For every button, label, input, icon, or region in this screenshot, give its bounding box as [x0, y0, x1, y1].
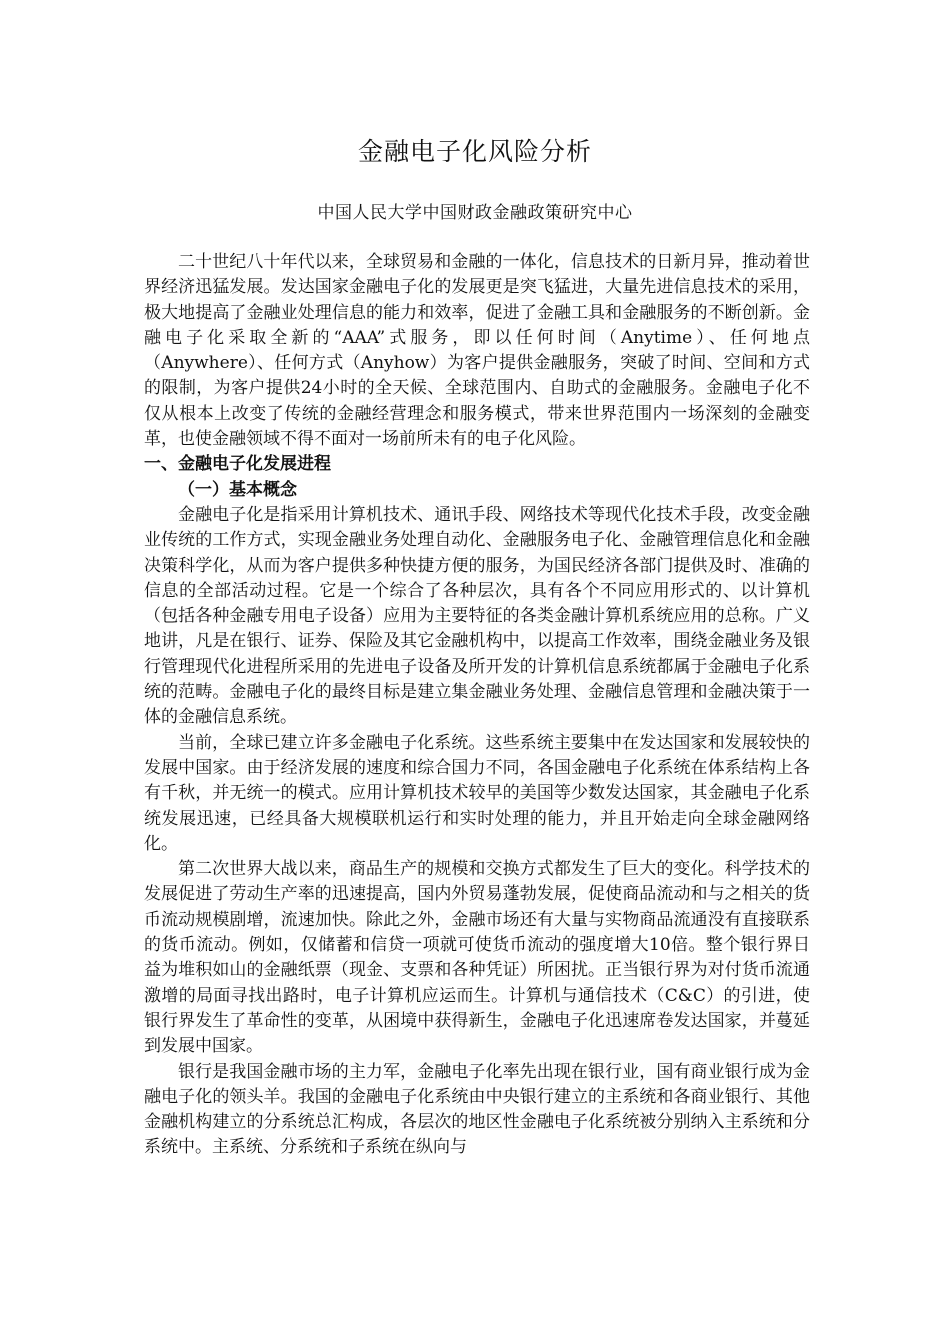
document-body: [144, 250, 810, 1161]
section-heading: 一、金融电子化发展进程: [144, 454, 331, 475]
body-paragraph: 银行是我国金融市场的主力军，金融电子化率先出现在银行业，国有商业银行成为金融电子化的领头羊。我国的金融电子化系统由中央银行建立的主系统和各商业银行、其他金融机构建立的分系统总汇构成，各层次的地区性金融电子化系统被分别纳入主系统和分系统中。主系统、分系统和子系统在纵向与: [144, 1061, 810, 1158]
author-affiliation: 中国人民大学中国财政金融政策研究中心: [317, 203, 633, 223]
body-paragraph: 当前，全球已建立许多金融电子化系统。这些系统主要集中在发达国家和发展较快的发展中国家。由于经济发展的速度和综合国力不同，各国金融电子化系统在体系结构上各有千秋，并无统一的模式。应用计算机技术较早的美国等少数发达国家，其金融电子化系统发展迅速，已经具备大规模联机运行和实时处理的能力，并且开始走向全球金融网络化。: [144, 732, 810, 854]
subsection-heading: （一）基本概念: [178, 479, 297, 500]
body-paragraph: 第二次世界大战以来，商品生产的规模和交换方式都发生了巨大的变化。科学技术的发展促进了劳动生产率的迅速提高，国内外贸易蓬勃发展，促使商品流动和与之相关的货币流动规模剧增，流速加快。除此之外，金融市场还有大量与实物商品流通没有直接联系的货币流动。例如，仅储蓄和信贷一项就可使货币流动的强度增大10倍。整个银行界日益为堆积如山的金融纸票（现金、支票和各种凭证）所困扰。正当银行界为对付货币流通激增的局面寻找出路时，电子计算机应运而生。计算机与通信技术（C&C）的引进，使银行界发生了革命性的变革，从困境中获得新生，金融电子化迅速席卷发达国家，并蔓延到发展中国家。: [144, 859, 810, 1057]
intro-paragraph: 二十世纪八十年代以来，全球贸易和金融的一体化，信息技术的日新月异，推动着世界经济迅猛发展。发达国家金融电子化的发展更是突飞猛进，大量先进信息技术的采用，极大地提高了金融业处理信息的能力和效率，促进了金融工具和金融服务的不断创新。金融电子化采取全新的“AAA”式服务，即以任何时间（Anytime）、任何地点（Anywhere）、任何方式（Anyhow）为客户提供金融服务，突破了时间、空间和方式的限制，为客户提供24小时的全天候、全球范围内、自助式的金融服务。金融电子化不仅从根本上改变了传统的金融经营理念和服务模式，带来世界范围内一场深刻的金融变革，也使金融领域不得不面对一场前所未有的电子化风险。: [144, 252, 810, 450]
body-paragraph: 金融电子化是指采用计算机技术、通讯手段、网络技术等现代化技术手段，改变金融业传统的工作方式，实现金融业务处理自动化、金融服务电子化、金融管理信息化和金融决策科学化，从而为客户提供多种快捷方便的服务，为国民经济各部门提供及时、准确的信息的全部活动过程。它是一个综合了各种层次，具有各个不同应用形式的、以计算机（包括各种金融专用电子设备）应用为主要特征的各类金融计算机系统应用的总称。广义地讲，凡是在银行、证券、保险及其它金融机构中，以提高工作效率，围绕金融业务及银行管理现代化进程所采用的先进电子设备及所开发的计算机信息系统都属于金融电子化系统的范畴。金融电子化的最终目标是建立集金融业务处理、金融信息管理和金融决策于一体的金融信息系统。: [144, 504, 810, 728]
page-title: 金融电子化风险分析: [357, 137, 592, 166]
